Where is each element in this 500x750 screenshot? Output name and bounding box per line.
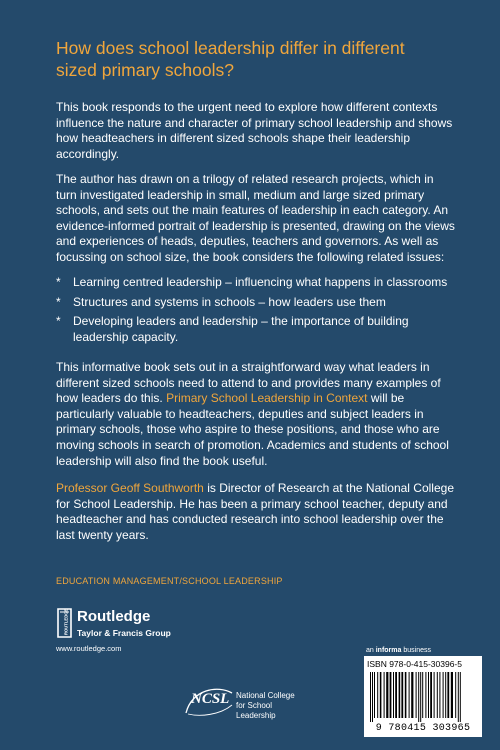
- barcode-bar: [460, 672, 461, 722]
- publisher-name: Routledge: [77, 608, 151, 625]
- author-bio-text: is Director of Research at the National College for School Leadership. He has been a primary school teacher, deputy and headteacher and has conducted research into school leadership over the last twenty years.: [56, 481, 454, 542]
- bullet-marker: *: [56, 294, 61, 309]
- barcode-bar: [372, 672, 373, 722]
- list-item: [56, 295, 466, 311]
- barcode-bar: [430, 672, 432, 718]
- audience-text-start: This informative book sets out in a straightforward way what leaders in different sized schools need to attend to and provides many examples of how leaders do this.: [56, 360, 441, 406]
- barcode-bar: [418, 672, 419, 722]
- informa-prefix: an: [366, 647, 376, 654]
- headline: How does school leadership differ in different sized primary schools?: [56, 38, 405, 80]
- list-item-text: Structures and systems in schools – how leaders use them: [73, 294, 386, 309]
- intro-paragraph: This book responds to the urgent need to explore how different contexts influence the nature and character of primary school leadership and shows how headteachers in different sized schools shape their leadership accordingly.: [56, 100, 453, 161]
- research-paragraph: The author has drawn on a trilogy of related research projects, which in turn investigated leadership in small, medium and large sized primary schools, and sets out the main features of leadership in each category. An evidence-informed portrait of leadership is presented, drawing on the views and experiences of heads, deputies, teachers and governors. As well as focussing on school size, the book considers the following related issues:: [56, 172, 455, 264]
- subject-category: EDUCATION MANAGEMENT/SCHOOL LEADERSHIP: [56, 576, 283, 586]
- barcode-bar: [395, 672, 397, 718]
- barcode-bar: [455, 672, 456, 718]
- barcode-bar: [425, 672, 426, 718]
- list-item-text: Developing leaders and leadership – the importance of building leadership capacity.: [73, 314, 409, 344]
- barcode-bar: [401, 672, 403, 718]
- barcode: [370, 672, 476, 722]
- book-title: Primary School Leadership in Context: [166, 391, 368, 406]
- routledge-mark-text: ROUTLEDGE: [63, 608, 69, 635]
- ncsl-letters: NCSL: [191, 691, 230, 707]
- barcode-bar: [377, 672, 378, 718]
- barcode-bar: [439, 672, 440, 718]
- barcode-bar: [386, 672, 388, 718]
- barcode-number: 9 780415 303965: [375, 723, 471, 734]
- barcode-bar: [390, 672, 392, 718]
- ncsl-logo: [182, 683, 302, 719]
- informa-suffix: business: [401, 647, 431, 654]
- barcode-bar: [380, 672, 382, 718]
- barcode-bar: [428, 672, 429, 718]
- barcode-bar: [437, 672, 438, 718]
- ncsl-name: National College for School Leadership: [236, 691, 295, 720]
- issues-list: [56, 275, 466, 349]
- barcode-bar: [416, 672, 417, 718]
- publisher-group: Taylor & Francis Group: [77, 628, 171, 638]
- informa-tagline: [366, 647, 431, 654]
- barcode-box: [364, 656, 482, 737]
- barcode-bar: [393, 672, 394, 718]
- barcode-bar: [420, 672, 421, 722]
- barcode-bar: [422, 672, 423, 718]
- author-name: Professor Geoff Southworth: [56, 481, 204, 495]
- list-item: [56, 275, 466, 291]
- barcode-bar: [458, 672, 459, 722]
- barcode-bar: [447, 672, 449, 718]
- list-item-text: Learning centred leadership – influencing what happens in classrooms: [73, 275, 448, 289]
- audience-paragraph: [56, 360, 456, 469]
- barcode-bar: [370, 672, 371, 722]
- informa-brand: informa: [375, 647, 402, 654]
- bullet-marker: *: [56, 275, 61, 289]
- barcode-bar: [409, 672, 410, 718]
- bullet-marker: *: [56, 314, 61, 329]
- barcode-bar: [411, 672, 413, 718]
- barcode-bar: [374, 672, 375, 718]
- barcode-bar: [384, 672, 385, 718]
- author-bio: [56, 481, 456, 543]
- list-item: [56, 314, 466, 345]
- barcode-bar: [443, 672, 444, 718]
- publisher-website: www.routledge.com: [56, 644, 122, 653]
- barcode-bar: [405, 672, 407, 718]
- barcode-bar: [451, 672, 453, 718]
- barcode-bar: [399, 672, 401, 718]
- isbn-text: ISBN 978-0-415-30396-5: [367, 659, 462, 669]
- audience-text-end: will be particularly valuable to headteachers, deputies and subject leaders in primary schools, those who aspire to these positions, and those who are moving schools in search of promotion. Academics and students of school leadership will also find the book useful.: [56, 391, 449, 468]
- routledge-mark-icon: [56, 607, 73, 639]
- barcode-bar: [445, 672, 446, 718]
- barcode-bar: [434, 672, 435, 718]
